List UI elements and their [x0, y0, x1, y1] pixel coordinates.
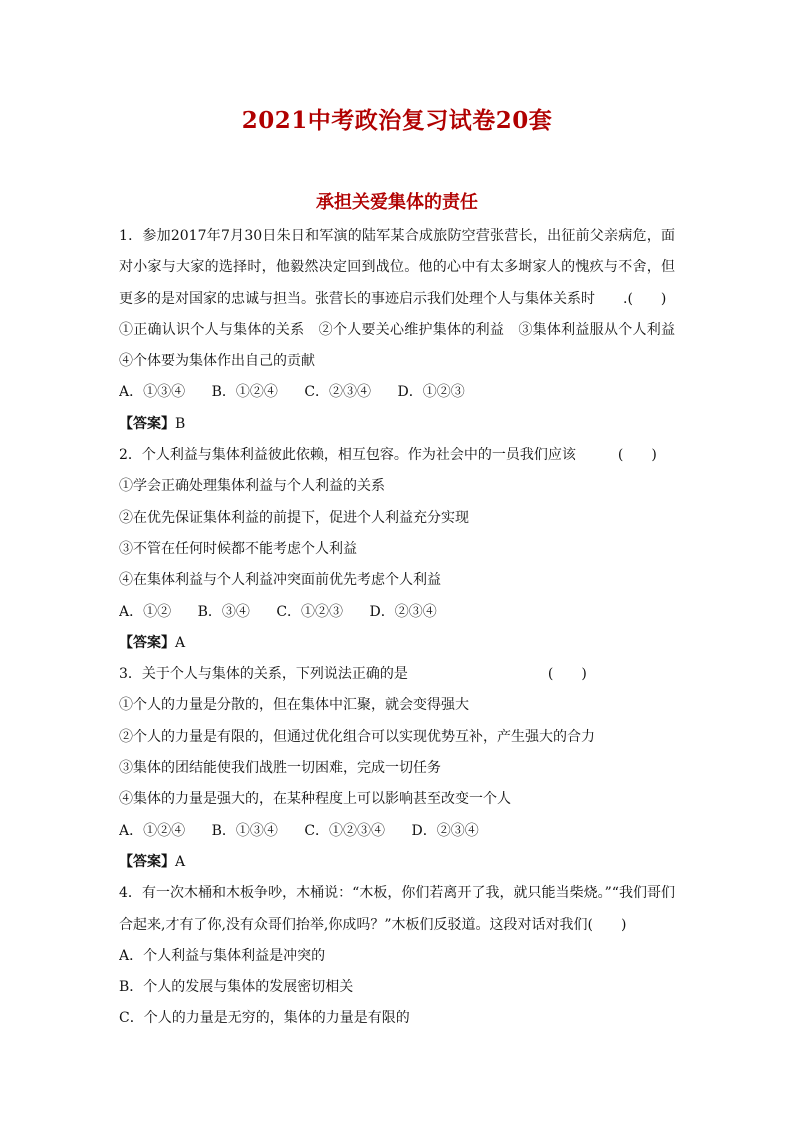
choice-a: A．个人利益与集体利益是冲突的: [119, 947, 326, 964]
question-item: ③集体的团结能使我们战胜一切困难，完成一切任务: [119, 760, 441, 777]
question-3: [119, 659, 675, 878]
option-b: B．①③④: [211, 822, 278, 839]
option-c: C．②③④: [304, 384, 372, 401]
question-options: [119, 597, 675, 628]
answer-tag: 【答案】: [119, 634, 175, 651]
question-item: ④集体的力量是强大的，在某种程度上可以影响甚至改变一个人: [119, 791, 511, 808]
answer-value: A: [175, 853, 186, 870]
answer-line: [119, 409, 675, 440]
document-title: 2021中考政治复习试卷20套: [241, 107, 553, 134]
question-options: [119, 377, 675, 408]
question-item: ④在集体利益与个人利益冲突面前优先考虑个人利益: [119, 572, 441, 589]
option-c: C．①②③: [276, 603, 344, 620]
question-1: [119, 221, 675, 440]
option-b: B．③④: [197, 603, 250, 620]
answer-tag: 【答案】: [119, 853, 175, 870]
question-stem: 3．关于个人与集体的关系，下列说法正确的是 ( ): [119, 666, 587, 683]
question-items: ①正确认识个人与集体的关系 ②个人要关心维护集体的利益 ③集体利益服从个人利益④个体要为集体作出自己的贡献: [119, 321, 675, 370]
choice-c: C．个人的力量是无穷的，集体的力量是有限的: [119, 1010, 410, 1027]
answer-line: [119, 628, 675, 659]
option-d: D．①②③: [397, 384, 465, 401]
question-4: [119, 878, 675, 1034]
question-options: [119, 816, 675, 847]
question-list: [119, 221, 675, 1035]
question-item: ②个人的力量是有限的，但通过优化组合可以实现优势互补，产生强大的合力: [119, 728, 595, 745]
question-stem: 2．个人利益与集体利益彼此依赖，相互包容。作为社会中的一员我们应该 ( ): [119, 447, 657, 464]
option-a: A．①②④: [119, 822, 186, 839]
question-item: ①学会正确处理集体利益与个人利益的关系: [119, 478, 385, 495]
choice-b: B．个人的发展与集体的发展密切相关: [119, 979, 354, 996]
section-title: 承担关爱集体的责任: [316, 192, 478, 213]
option-d: D．②③④: [411, 822, 479, 839]
question-item: ②在优先保证集体利益的前提下，促进个人利益充分实现: [119, 509, 469, 526]
option-a: A．①②: [119, 603, 172, 620]
question-stem: 1．参加2017年7月30日朱日和军演的陆军某合成旅防空营张营长，出征前父亲病危，面对小家与大家的选择时，他毅然决定回到战位。他的心中有太多埘家人的愧疚与不舍，但更多的是对国家的忠诚与担当。张营长的事迹启示我们处理个人与集体关系时 .( ): [119, 228, 675, 307]
answer-value: A: [175, 634, 186, 651]
question-item: ①个人的力量是分散的，但在集体中汇聚，就会变得强大: [119, 697, 469, 714]
answer-tag: 【答案】: [119, 415, 175, 432]
option-c: C．①②③④: [304, 822, 386, 839]
answer-line: [119, 847, 675, 878]
option-a: A．①③④: [119, 384, 186, 401]
question-2: [119, 440, 675, 659]
question-item: ③不管在任何时候都不能考虑个人利益: [119, 540, 357, 557]
question-stem: 4．有一次木桶和木板争吵，木桶说：“木板，你们若离开了我，就只能当柴烧。”“我们哥们合起来,才有了你,没有众哥们抬举,你成吗？”木板们反驳道。这段对话对我们( ): [119, 885, 675, 933]
answer-value: B: [175, 415, 186, 432]
option-b: B．①②④: [211, 384, 278, 401]
option-d: D．②③④: [369, 603, 437, 620]
